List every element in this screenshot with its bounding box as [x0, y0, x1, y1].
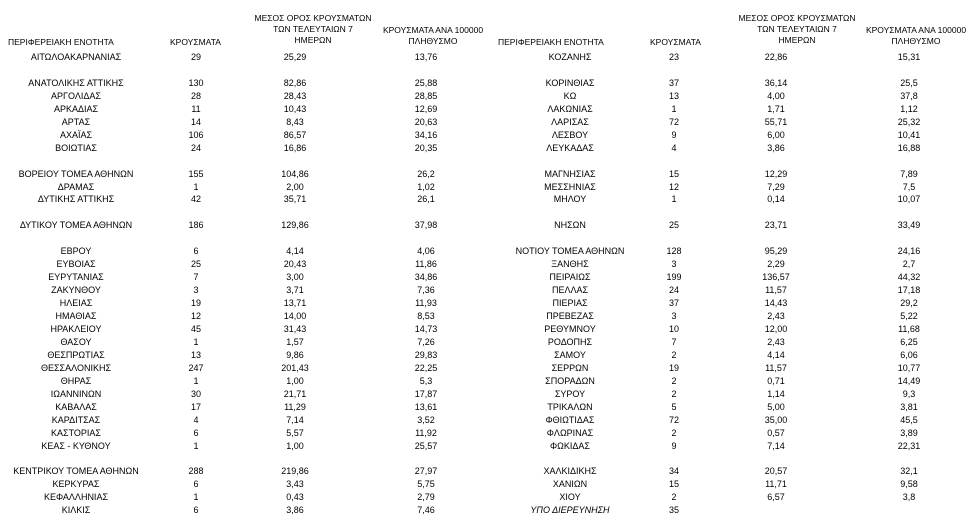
header-cases-right: ΚΡΟΥΣΜΑΤΑ [650, 37, 701, 47]
region-name-cell: ΚΑΒΑΛΑΣ [55, 401, 97, 412]
region-name-cell: ΑΧΑΪΑΣ [59, 129, 93, 140]
per-100k-cell: 27,97 [414, 466, 438, 477]
cases-cell: 1 [671, 103, 677, 114]
cases-cell: 19 [668, 362, 679, 373]
avg-7day-cell: 11,71 [765, 479, 787, 490]
avg-7day-cell: 36,14 [764, 77, 788, 88]
header-avg-line3: ΗΜΕΡΩΝ [778, 35, 816, 45]
table-row [0, 311, 979, 322]
cases-cell: 1 [193, 492, 199, 503]
table-row [0, 337, 979, 348]
table-row [0, 52, 979, 63]
avg-7day-cell: 21,71 [283, 388, 307, 399]
cases-cell: 6 [193, 479, 199, 490]
cases-cell: 2 [671, 349, 677, 360]
cases-cell: 29 [190, 52, 201, 62]
table-row [0, 169, 979, 180]
header-per-line1: ΚΡΟΥΣΜΑΤΑ ΑΝΑ 100000 [382, 25, 484, 35]
avg-7day-cell: 9,86 [286, 349, 304, 360]
cases-cell: 186 [188, 220, 204, 231]
region-name-cell: ΗΜΑΘΙΑΣ [55, 311, 97, 321]
cases-cell: 35 [668, 505, 679, 516]
header-avg-right [737, 13, 857, 46]
avg-7day-cell: 6,57 [767, 492, 785, 503]
avg-7day-cell: 82,86 [283, 77, 307, 88]
avg-7day-cell: 3,00 [286, 272, 304, 283]
avg-7day-cell: 1,14 [767, 388, 785, 399]
region-name-cell: ΔΥΤΙΚΗΣ ΑΤΤΙΚΗΣ [37, 194, 115, 205]
region-name-cell: ΝΟΤΙΟΥ ΤΟΜΕΑ ΑΘΗΝΩΝ [515, 246, 625, 257]
avg-7day-cell: 3,71 [286, 285, 304, 296]
cases-cell: 37 [668, 77, 679, 88]
avg-7day-cell: 22,86 [764, 52, 788, 62]
per-100k-cell: 29,83 [414, 349, 438, 360]
header-avg-line1: ΜΕΣΟΣ ΟΡΟΣ ΚΡΟΥΣΜΑΤΩΝ [738, 13, 856, 23]
avg-7day-cell: 201,43 [281, 362, 309, 373]
avg-7day-cell: 14,43 [764, 298, 788, 309]
table-row [0, 143, 979, 154]
avg-7day-cell: 95,29 [764, 246, 788, 257]
region-name-cell: ΠΕΛΛΑΣ [551, 285, 589, 296]
region-name-cell: ΛΕΥΚΑΔΑΣ [546, 142, 594, 153]
region-name-cell: ΗΡΑΚΛΕΙΟΥ [50, 323, 102, 334]
region-name-cell: ΘΗΡΑΣ [60, 375, 92, 386]
per-100k-cell: 17,18 [897, 285, 921, 296]
avg-7day-cell: 8,43 [286, 116, 304, 127]
avg-7day-cell: 2,29 [767, 259, 785, 270]
region-name-cell: ΠΡΕΒΕΖΑΣ [546, 311, 594, 321]
avg-7day-cell: 86,57 [283, 129, 307, 140]
avg-7day-cell: 14,00 [283, 311, 307, 321]
avg-7day-cell: 7,29 [767, 181, 785, 192]
region-name-cell: ΚΕΑΣ - ΚΥΘΝΟΥ [41, 440, 111, 451]
per-100k-cell: 7,5 [902, 181, 916, 192]
table-row [0, 402, 979, 413]
cases-cell: 12 [668, 181, 679, 192]
table-row [0, 194, 979, 205]
table-row [0, 130, 979, 141]
region-name-cell: ΣΠΟΡΑΔΩΝ [545, 375, 595, 386]
region-name-cell: ΘΕΣΣΑΛΟΝΙΚΗΣ [40, 362, 112, 373]
per-100k-cell: 25,57 [414, 440, 438, 451]
header-cases-left: ΚΡΟΥΣΜΑΤΑ [170, 37, 221, 47]
per-100k-cell: 26,2 [417, 168, 435, 179]
region-name-cell: ΑΡΤΑΣ [61, 116, 91, 127]
per-100k-cell: 2,7 [902, 259, 916, 270]
per-100k-cell: 7,36 [417, 285, 435, 296]
avg-7day-cell: 20,43 [283, 259, 307, 270]
per-100k-cell: 22,25 [414, 362, 438, 373]
region-name-cell: ΚΙΛΚΙΣ [61, 505, 91, 516]
per-100k-cell: 37,8 [900, 90, 918, 101]
per-100k-cell: 12,69 [414, 103, 438, 114]
avg-7day-cell: 6,00 [767, 129, 785, 140]
header-per-left [373, 25, 493, 47]
cases-cell: 9 [671, 440, 677, 451]
cases-cell: 2 [671, 388, 677, 399]
region-name-cell: ΦΩΚΙΔΑΣ [550, 440, 590, 451]
per-100k-cell: 3,89 [900, 427, 918, 438]
cases-cell: 3 [671, 259, 677, 270]
cases-cell: 42 [190, 194, 201, 205]
cases-cell: 288 [188, 466, 204, 477]
region-name-cell: ΚΕΡΚΥΡΑΣ [52, 479, 100, 490]
avg-7day-cell: 12,29 [764, 168, 788, 179]
per-100k-cell: 37,98 [414, 220, 438, 231]
per-100k-cell: 29,2 [900, 298, 918, 309]
region-name-cell: ΚΑΣΤΟΡΙΑΣ [51, 427, 101, 438]
per-100k-cell: 11,68 [898, 323, 920, 334]
cases-cell: 106 [188, 129, 204, 140]
avg-7day-cell: 3,86 [286, 505, 304, 516]
avg-7day-cell: 7,14 [767, 440, 785, 451]
cases-cell: 9 [671, 129, 677, 140]
per-100k-cell: 7,46 [417, 505, 435, 516]
header-region-left: ΠΕΡΙΦΕΡΕΙΑΚΗ ΕΝΟΤΗΤΑ [8, 37, 114, 47]
table-row [0, 104, 979, 115]
per-100k-cell: 34,86 [414, 272, 438, 283]
table-row [0, 441, 979, 452]
header-per-line2: ΠΛΗΘΥΣΜΟ [408, 36, 458, 46]
cases-cell: 6 [193, 505, 199, 516]
region-name-cell: ΕΒΡΟΥ [60, 246, 92, 257]
avg-7day-cell: 4,14 [767, 349, 785, 360]
avg-7day-cell: 35,71 [283, 194, 307, 205]
per-100k-cell: 20,35 [414, 142, 438, 153]
table-row [0, 246, 979, 257]
per-100k-cell: 15,31 [897, 52, 921, 62]
cases-cell: 30 [190, 388, 201, 399]
region-name-cell: ΕΥΡΥΤΑΝΙΑΣ [48, 272, 104, 283]
cases-cell: 2 [671, 375, 677, 386]
table-row [0, 505, 979, 516]
cases-cell: 130 [188, 77, 204, 88]
per-100k-cell: 28,85 [414, 90, 438, 101]
table-row [0, 220, 979, 231]
per-100k-cell: 11,86 [415, 259, 437, 270]
region-name-cell: ΧΑΛΚΙΔΙΚΗΣ [543, 466, 597, 477]
avg-7day-cell: 1,57 [286, 336, 304, 347]
region-name-cell: ΔΥΤΙΚΟΥ ΤΟΜΕΑ ΑΘΗΝΩΝ [19, 220, 133, 231]
region-name-cell: ΑΙΤΩΛΟΑΚΑΡΝΑΝΙΑΣ [30, 52, 122, 62]
per-100k-cell: 44,32 [897, 272, 921, 283]
per-100k-cell: 11,93 [415, 298, 437, 309]
cases-cell: 3 [671, 311, 677, 321]
cases-cell: 6 [193, 246, 199, 257]
header-per-line1: ΚΡΟΥΣΜΑΤΑ ΑΝΑ 100000 [865, 25, 967, 35]
per-100k-cell: 45,5 [900, 414, 918, 425]
region-name-cell: ΚΕΝΤΡΙΚΟΥ ΤΟΜΕΑ ΑΘΗΝΩΝ [13, 466, 139, 477]
per-100k-cell: 25,5 [900, 77, 918, 88]
cases-cell: 3 [193, 285, 199, 296]
per-100k-cell: 1,02 [417, 181, 435, 192]
cases-cell: 45 [190, 323, 201, 334]
avg-7day-cell: 1,71 [767, 103, 785, 114]
avg-7day-cell: 2,00 [286, 181, 304, 192]
per-100k-cell: 10,77 [897, 362, 921, 373]
cases-cell: 72 [668, 116, 679, 127]
table-row [0, 428, 979, 439]
region-name-cell: ΧΑΝΙΩΝ [552, 479, 588, 490]
avg-7day-cell: 20,57 [764, 466, 788, 477]
region-name-cell: ΜΕΣΣΗΝΙΑΣ [544, 181, 596, 192]
cases-cell: 12 [190, 311, 201, 321]
avg-7day-cell: 16,86 [283, 142, 307, 153]
avg-7day-cell: 55,71 [764, 116, 788, 127]
table-row [0, 117, 979, 128]
region-name-cell: ΣΥΡΟΥ [554, 388, 586, 399]
region-name-cell: ΡΕΘΥΜΝΟΥ [544, 323, 596, 334]
table-row [0, 492, 979, 503]
cases-cell: 25 [668, 220, 679, 231]
cases-cell: 1 [193, 336, 199, 347]
per-100k-cell: 6,06 [900, 349, 918, 360]
region-name-cell: ΠΙΕΡΙΑΣ [552, 298, 588, 309]
avg-7day-cell: 25,29 [283, 52, 307, 62]
table-row [0, 91, 979, 102]
avg-7day-cell: 31,43 [283, 323, 307, 334]
region-name-cell: ΣΕΡΡΩΝ [551, 362, 589, 373]
per-100k-cell: 26,1 [417, 194, 435, 205]
header-per-right [856, 25, 976, 47]
region-name-cell: ΛΕΣΒΟΥ [551, 129, 589, 140]
per-100k-cell: 33,49 [897, 220, 921, 231]
per-100k-cell: 13,61 [414, 401, 438, 412]
table-row [0, 324, 979, 335]
per-100k-cell: 22,31 [897, 440, 921, 451]
cases-cell: 247 [188, 362, 204, 373]
table-row [0, 259, 979, 270]
avg-7day-cell: 7,14 [286, 414, 304, 425]
avg-7day-cell: 104,86 [281, 168, 309, 179]
table-row [0, 350, 979, 361]
region-name-cell: ΚΑΡΔΙΤΣΑΣ [51, 414, 101, 425]
per-100k-cell: 7,26 [417, 336, 435, 347]
region-name-cell: ΕΥΒΟΙΑΣ [56, 259, 96, 270]
per-100k-cell: 17,87 [414, 388, 438, 399]
avg-7day-cell: 0,71 [767, 375, 785, 386]
region-name-cell: ΚΟΖΑΝΗΣ [548, 52, 592, 62]
table-row [0, 376, 979, 387]
cases-cell: 5 [671, 401, 677, 412]
header-avg-line3: ΗΜΕΡΩΝ [294, 35, 332, 45]
cases-cell: 2 [671, 427, 677, 438]
avg-7day-cell: 5,00 [767, 401, 785, 412]
region-name-cell: ΧΙΟΥ [559, 492, 581, 503]
header-region-right: ΠΕΡΙΦΕΡΕΙΑΚΗ ΕΝΟΤΗΤΑ [498, 37, 604, 47]
avg-7day-cell: 5,57 [286, 427, 304, 438]
per-100k-cell: 3,81 [900, 401, 918, 412]
avg-7day-cell: 4,00 [767, 90, 785, 101]
per-100k-cell: 10,07 [897, 194, 921, 205]
per-100k-cell: 2,79 [417, 492, 435, 503]
cases-cell: 13 [668, 90, 679, 101]
table-row [0, 285, 979, 296]
avg-7day-cell: 3,43 [286, 479, 304, 490]
header-avg-left [253, 13, 373, 46]
avg-7day-cell: 23,71 [764, 220, 788, 231]
cases-cell: 4 [193, 414, 199, 425]
region-name-cell: ΘΕΣΠΡΩΤΙΑΣ [47, 349, 105, 360]
cases-cell: 15 [668, 168, 679, 179]
cases-cell: 25 [190, 259, 201, 270]
cases-cell: 7 [671, 336, 677, 347]
region-name-cell: ΗΛΕΙΑΣ [59, 298, 93, 309]
region-name-cell: ΜΗΛΟΥ [553, 194, 587, 205]
cases-cell: 23 [668, 52, 679, 62]
avg-7day-cell: 129,86 [281, 220, 309, 231]
cases-cell: 15 [668, 479, 679, 490]
cases-cell: 4 [671, 142, 677, 153]
avg-7day-cell: 2,43 [767, 311, 785, 321]
region-name-cell: ΖΑΚΥΝΘΟΥ [51, 285, 101, 296]
per-100k-cell: 7,89 [900, 168, 918, 179]
cases-cell: 28 [190, 90, 201, 101]
avg-7day-cell: 12,00 [764, 323, 788, 334]
cases-cell: 7 [193, 272, 199, 283]
table-row [0, 272, 979, 283]
cases-cell: 24 [668, 285, 679, 296]
table-row [0, 415, 979, 426]
table-row [0, 389, 979, 400]
per-100k-cell: 9,3 [902, 388, 916, 399]
header-avg-line2: ΤΩΝ ΤΕΛΕΥΤΑΙΩΝ 7 [757, 24, 837, 34]
region-name-cell: ΜΑΓΝΗΣΙΑΣ [544, 168, 596, 179]
per-100k-cell: 14,49 [897, 375, 921, 386]
per-100k-cell: 3,8 [902, 492, 916, 503]
region-name-cell: ΒΟΡΕΙΟΥ ΤΟΜΕΑ ΑΘΗΝΩΝ [18, 168, 134, 179]
per-100k-cell: 5,22 [900, 311, 918, 321]
region-name-cell: ΠΕΙΡΑΙΩΣ [549, 272, 591, 283]
region-name-cell: ΑΡΓΟΛΙΔΑΣ [51, 90, 101, 101]
per-100k-cell: 14,73 [414, 323, 438, 334]
cases-cell: 2 [671, 492, 677, 503]
region-name-cell: ΙΩΑΝΝΙΝΩΝ [50, 388, 102, 399]
avg-7day-cell: 13,71 [283, 298, 307, 309]
cases-cell: 13 [190, 349, 201, 360]
region-name-cell: ΝΗΣΩΝ [554, 220, 586, 231]
cases-cell: 37 [668, 298, 679, 309]
per-100k-cell: 34,16 [414, 129, 438, 140]
cases-cell: 19 [190, 298, 201, 309]
table-row [0, 466, 979, 477]
region-name-cell: ΡΟΔΟΠΗΣ [547, 336, 593, 347]
cases-cell: 34 [668, 466, 679, 477]
region-name-cell: ΚΕΦΑΛΛΗΝΙΑΣ [43, 492, 109, 503]
cases-cell: 17 [190, 401, 201, 412]
cases-cell: 128 [666, 246, 682, 257]
avg-7day-cell: 11,29 [284, 401, 306, 412]
per-100k-cell: 25,32 [897, 116, 921, 127]
avg-7day-cell: 4,14 [286, 246, 304, 257]
region-name-cell: ΚΟΡΙΝΘΙΑΣ [545, 77, 595, 88]
per-100k-cell: 20,63 [414, 116, 438, 127]
avg-7day-cell: 0,43 [286, 492, 304, 503]
cases-cell: 72 [668, 414, 679, 425]
region-name-cell: ΚΩ [563, 90, 577, 101]
region-name-cell: ΣΑΜΟΥ [554, 349, 586, 360]
header-avg-line1: ΜΕΣΟΣ ΟΡΟΣ ΚΡΟΥΣΜΑΤΩΝ [254, 13, 372, 23]
avg-7day-cell: 11,57 [765, 362, 787, 373]
avg-7day-cell: 136,57 [762, 272, 790, 283]
cases-cell: 24 [190, 142, 201, 153]
table-row [0, 479, 979, 490]
header-avg-line2: ΤΩΝ ΤΕΛΕΥΤΑΙΩΝ 7 [273, 24, 353, 34]
region-name-cell: ΔΡΑΜΑΣ [57, 181, 95, 192]
region-name-cell: ΑΡΚΑΔΙΑΣ [53, 103, 99, 114]
avg-7day-cell: 28,43 [283, 90, 307, 101]
avg-7day-cell: 0,57 [767, 427, 785, 438]
cases-cell: 10 [668, 323, 679, 334]
per-100k-cell: 11,92 [415, 427, 437, 438]
header-per-line2: ΠΛΗΘΥΣΜΟ [891, 36, 941, 46]
cases-cell: 1 [193, 181, 199, 192]
table-row [0, 298, 979, 309]
per-100k-cell: 10,41 [897, 129, 921, 140]
region-name-cell: ΛΑΡΙΣΑΣ [551, 116, 589, 127]
avg-7day-cell: 10,43 [283, 103, 307, 114]
cases-cell: 1 [193, 375, 199, 386]
per-100k-cell: 8,53 [417, 311, 435, 321]
avg-7day-cell: 0,14 [767, 194, 785, 205]
per-100k-cell: 24,16 [897, 246, 921, 257]
per-100k-cell: 32,1 [900, 466, 918, 477]
region-name-cell: ΒΟΙΩΤΙΑΣ [55, 142, 97, 153]
region-name-cell: ΦΛΩΡΙΝΑΣ [546, 427, 594, 438]
table-row [0, 363, 979, 374]
region-name-cell: ΞΑΝΘΗΣ [551, 259, 589, 270]
cases-cell: 155 [188, 168, 204, 179]
cases-cell: 1 [193, 440, 199, 451]
per-100k-cell: 4,06 [417, 246, 435, 257]
avg-7day-cell: 11,57 [765, 285, 787, 296]
cases-cell: 11 [191, 103, 201, 114]
per-100k-cell: 5,3 [419, 375, 433, 386]
cases-cell: 199 [666, 272, 682, 283]
cases-cell: 1 [671, 194, 677, 205]
per-100k-cell: 9,58 [900, 479, 918, 490]
table-row [0, 78, 979, 89]
avg-7day-cell: 1,00 [286, 375, 304, 386]
per-100k-cell: 13,76 [414, 52, 438, 62]
region-name-cell: ΑΝΑΤΟΛΙΚΗΣ ΑΤΤΙΚΗΣ [28, 77, 124, 88]
cases-cell: 6 [193, 427, 199, 438]
region-name-cell: ΤΡΙΚΑΛΩΝ [547, 401, 593, 412]
avg-7day-cell: 2,43 [767, 336, 785, 347]
region-name-cell: ΘΑΣΟΥ [60, 336, 92, 347]
cases-cell: 14 [190, 116, 201, 127]
table-row [0, 182, 979, 193]
region-name-cell: ΦΘΙΩΤΙΔΑΣ [545, 414, 595, 425]
per-100k-cell: 3,52 [417, 414, 435, 425]
avg-7day-cell: 219,86 [281, 466, 309, 477]
per-100k-cell: 16,88 [897, 142, 921, 153]
per-100k-cell: 25,88 [414, 77, 438, 88]
region-name-cell: ΛΑΚΩΝΙΑΣ [547, 103, 593, 114]
per-100k-cell: 5,75 [417, 479, 435, 490]
avg-7day-cell: 1,00 [286, 440, 304, 451]
avg-7day-cell: 3,86 [767, 142, 785, 153]
region-name-cell: ΥΠΟ ΔΙΕΡΕΥΝΗΣΗ [530, 505, 610, 516]
per-100k-cell: 6,25 [900, 336, 918, 347]
per-100k-cell: 1,12 [900, 103, 918, 114]
avg-7day-cell: 35,00 [764, 414, 788, 425]
